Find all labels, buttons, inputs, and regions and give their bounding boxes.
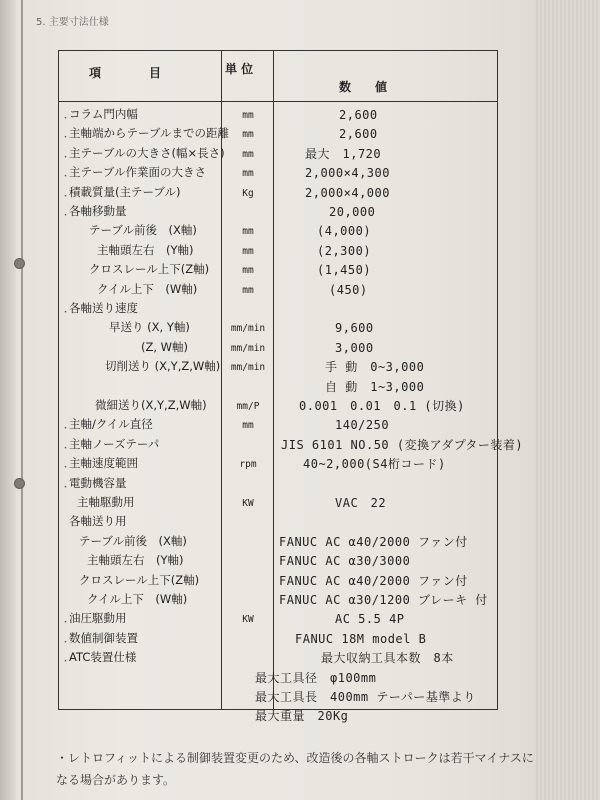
- row-unit: mm: [242, 148, 254, 160]
- row-value: VAC 22: [335, 496, 387, 510]
- row-value: (450): [329, 282, 368, 297]
- spec-table: [58, 50, 524, 724]
- row-unit: mm/P: [236, 401, 260, 412]
- row-value: 最大収納工具本数 8本: [321, 651, 454, 666]
- row-label: 積載質量(主テーブル): [69, 184, 181, 199]
- row-value: 自 動 1~3,000: [325, 379, 425, 394]
- row-label: 各軸移動量: [69, 204, 127, 218]
- row-label: コラム門内幅: [69, 107, 138, 121]
- row-unit: mm: [242, 245, 254, 257]
- row-unit: mm/min: [230, 323, 266, 335]
- row-value: FANUC AC α40/2000 ファン付: [279, 573, 468, 588]
- header-divider: [59, 101, 497, 102]
- row-value: 最大工具長 400mm テーパー基準より: [255, 690, 476, 704]
- row-bullet: ・: [61, 211, 71, 221]
- row-value: 0.001 0.01 0.1 (切換): [299, 399, 465, 413]
- row-bullet: ・: [61, 482, 71, 493]
- row-label: 微細送り(X,Y,Z,W軸): [95, 398, 207, 412]
- row-unit: mm: [242, 284, 254, 296]
- row-unit: mm/min: [230, 342, 266, 354]
- row-label: 主軸速度範囲: [69, 456, 138, 471]
- row-bullet: ・: [61, 443, 71, 454]
- row-label: クロスレール上下(Z軸): [89, 262, 210, 277]
- row-label: 主軸端からテーブルまでの距離: [69, 126, 229, 141]
- row-value: FANUC 18M model B: [295, 631, 427, 646]
- binding-edge: [0, 0, 16, 800]
- row-label: 主軸/クイル直径: [69, 417, 153, 432]
- row-bullet: ・: [61, 172, 71, 183]
- row-label: テーブル前後 (X軸): [79, 533, 187, 548]
- row-label: 数値制御装置: [69, 630, 138, 645]
- row-bullet: ・: [61, 424, 71, 435]
- row-value: AC 5.5 4P: [335, 612, 405, 627]
- row-unit: Kg: [242, 187, 254, 199]
- row-label: 主軸頭左右 (Y軸): [87, 553, 184, 568]
- row-value: 20,000: [329, 205, 376, 219]
- row-value: 9,600: [335, 321, 374, 336]
- row-unit: KW: [242, 614, 254, 626]
- row-unit: mm: [242, 226, 254, 238]
- row-unit: rpm: [239, 459, 257, 471]
- row-bullet: ・: [61, 308, 71, 318]
- row-value: 140/250: [335, 418, 390, 433]
- row-label: 主テーブルの大きさ(幅×長さ): [69, 145, 225, 160]
- row-value: (2,300): [317, 243, 372, 258]
- row-value: JIS 6101 NO.50 (変換アダプター装着): [281, 437, 524, 452]
- footnote: ・レトロフィットによる制御装置変更のため、改造後の各軸ストロークは若干マイナスになる場合があります。: [56, 751, 534, 787]
- row-unit: mm/min: [230, 362, 266, 374]
- row-bullet: ・: [61, 114, 71, 124]
- row-label: (Z, W軸): [141, 339, 189, 354]
- page-stack-edges: [534, 0, 600, 800]
- row-bullet: ・: [61, 133, 71, 144]
- row-unit: mm: [242, 420, 254, 432]
- row-unit: mm: [242, 168, 254, 180]
- row-label: ATC装置仕様: [69, 650, 137, 665]
- row-value: (4,000): [317, 224, 372, 239]
- row-bullet: ・: [61, 618, 71, 629]
- page-fold-line: [21, 0, 23, 800]
- row-value: 40~2,000(S4桁コード): [303, 457, 446, 472]
- row-value: FANUC AC α40/2000 ファン付: [279, 534, 468, 549]
- row-label: 主軸駆動用: [77, 495, 135, 509]
- row-unit: mm: [242, 265, 254, 277]
- row-bullet: ・: [61, 657, 71, 668]
- row-value: 最大 1,720: [305, 146, 382, 161]
- row-unit: mm: [242, 129, 254, 141]
- header-value: 数 値: [339, 80, 388, 94]
- row-label: 主軸ノーズテーパ: [69, 436, 160, 451]
- row-label: 主テーブル作業面の大きさ: [69, 165, 206, 180]
- row-bullet: ・: [61, 191, 71, 202]
- row-label: 各軸送り用: [69, 514, 127, 529]
- row-label: クイル上下 (W軸): [97, 281, 198, 296]
- section-header: 5. 主要寸法仕様: [36, 17, 109, 28]
- row-value: 手 動 0~3,000: [325, 360, 425, 375]
- row-label: 各軸送り速度: [69, 301, 138, 315]
- binding-hole: [14, 478, 25, 489]
- binding-hole: [14, 258, 25, 269]
- row-label: 主軸頭左右 (Y軸): [97, 242, 194, 257]
- header-unit: 単 位: [225, 62, 254, 76]
- row-label: 切削送り (X,Y,Z,W軸): [105, 359, 221, 374]
- row-bullet: ・: [61, 152, 71, 163]
- row-value: (1,450): [317, 263, 372, 278]
- row-value: 2,000×4,000: [305, 185, 390, 200]
- header-item: 項 目: [89, 66, 162, 80]
- row-value: 2,600: [339, 127, 378, 142]
- row-label: クイル上下 (W軸): [87, 592, 188, 606]
- row-value: FANUC AC α30/3000: [279, 554, 411, 569]
- row-bullet: ・: [61, 637, 71, 648]
- row-value: 2,000×4,300: [305, 166, 390, 181]
- row-value: 最大重量 20Kg: [255, 709, 349, 724]
- row-label: 油圧駆動用: [69, 611, 127, 626]
- row-bullet: ・: [61, 463, 71, 474]
- row-label: 早送り (X, Y軸): [109, 320, 190, 335]
- row-value: 3,000: [335, 340, 374, 355]
- row-label: 電動機容量: [69, 475, 127, 490]
- row-value: FANUC AC α30/1200 ブレーキ 付: [279, 593, 488, 607]
- row-value: 最大工具径 φ100mm: [255, 670, 377, 685]
- row-unit: KW: [242, 498, 254, 509]
- row-unit: mm: [242, 110, 254, 121]
- row-label: クロスレール上下(Z軸): [79, 572, 200, 587]
- row-value: 2,600: [339, 108, 378, 122]
- row-label: テーブル前後 (X軸): [89, 223, 197, 238]
